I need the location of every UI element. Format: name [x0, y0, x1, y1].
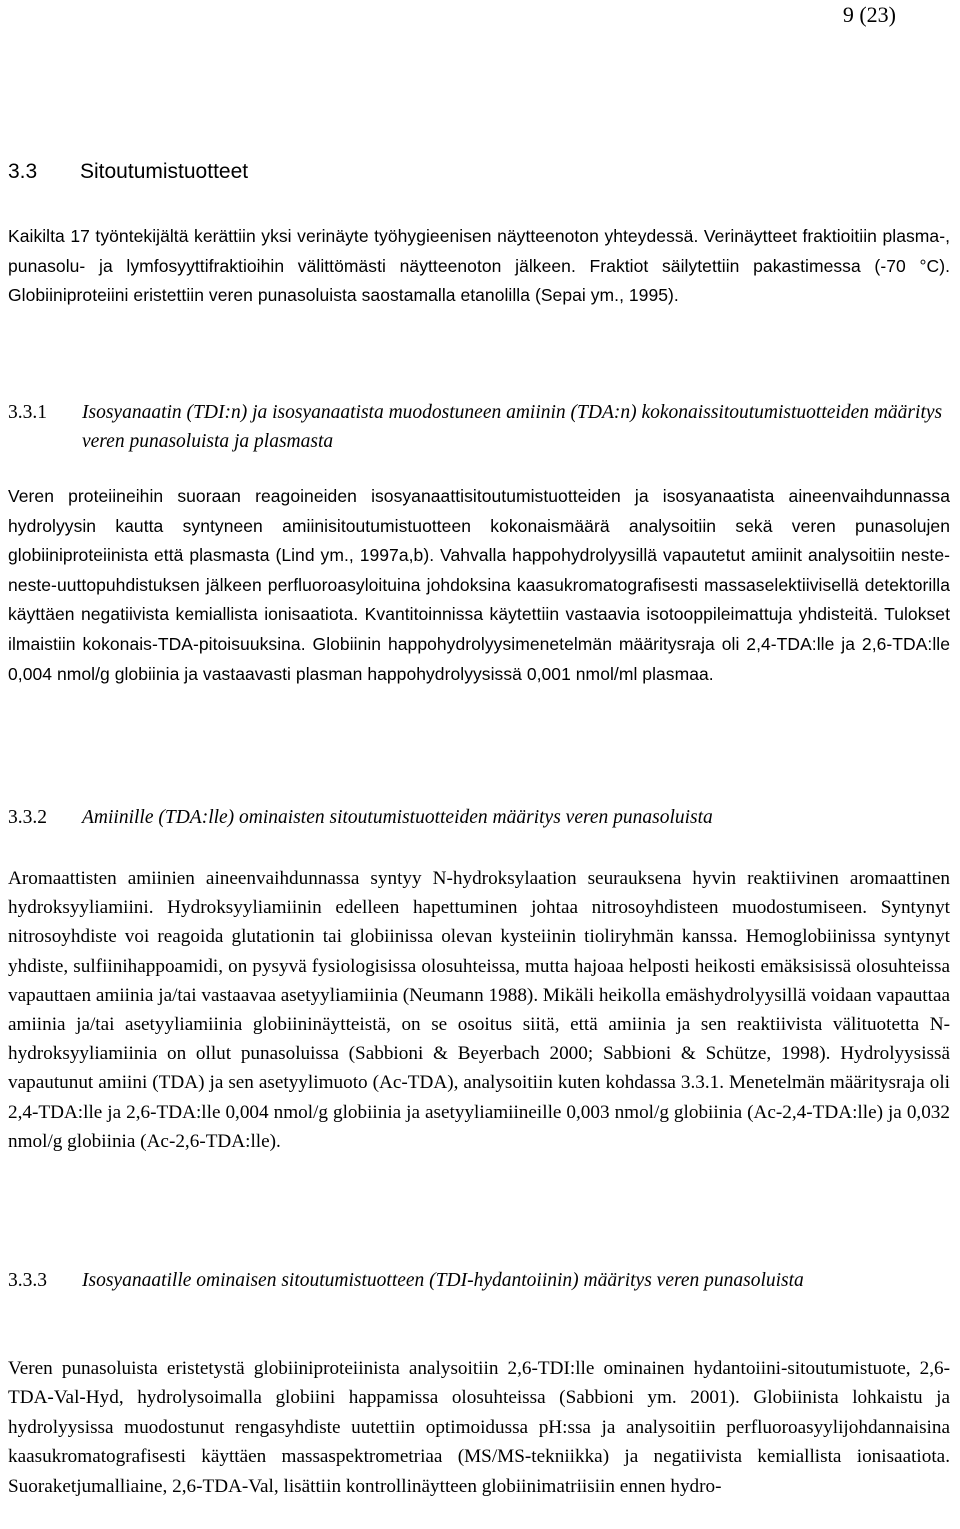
section-heading — [8, 158, 248, 186]
section-title: Sitoutumistuotteet — [80, 160, 249, 183]
subsection-body-3-3-1: Veren proteiineihin suoraan reagoineiden isosyanaattisitoutumistuotteiden ja isosyanaatista aineenvaihdunnassa hydrolyysin kautta syntyneen amiinisitoutumistuotteen kokonaismäärä analysoitiin sekä veren punasolujen globiiniproteiinista että plasmasta (Lind ym., 1997a,b). Vahvalla happohydrolyysillä vapautetut amiinit analysoitiin neste-neste-uuttopuhdistuksen jälkeen perfluoroasyloituina johdoksina kaasukromatografisesti massaselektiivisellä detektorilla käyttäen negatiivista kemiallista ionisaatiota. Kvantitoinnissa käytettiin vastaavia isotooppileimattuja yhdisteitä. Tulokset ilmaistiin kokonais-TDA-pitoisuuksina. Globiinin happohydrolyysimenetelmän määritysraja oli 2,4-TDA:lle ja 2,6-TDA:lle 0,004 nmol/g globiinia ja vastaavasti plasman happohydrolyysissä 0,001 nmol/ml plasmaa. — [8, 486, 950, 684]
page-number: 9 (23) — [842, 2, 896, 27]
section-number: 3.3 — [8, 160, 38, 183]
subsection-number: 3.3.2 — [8, 807, 47, 828]
subsection-body-3-3-2: Aromaattisten amiinien aineenvaihdunnassa syntyy N-hydroksylaation seurauksena hyvin reaktiivinen aromaattinen hydroksyyliamiini. Hydroksyyliamiinin edelleen hapettuminen johtaa nitrosoyhdisteen muodostumiseen. Syntynyt nitrosoyhdiste voi reagoida glutationin tai globiinissa olevan kysteiinin tioliryhmän kanssa. Hemoglobiinissa syntynyt yhdiste, sulfiinihappoamidi, on pysyvä fysiologisissa olosuhteissa, mutta hajoaa helposti heikosti emäksisissä olosuhteissa vapauttaen amiinia ja/tai vastaavaa asetyyliamiinia (Neumann 1988). Mikäli heikolla emäshydrolyysillä voidaan vapauttaa amiinia ja/tai asetyyliamiinia globiininäytteistä, on se osoitus siitä, että amiinia ja sen reaktiivista välituotetta N-hydroksyyliamiinia on ollut punasoluissa (Sabbioni & Beyerbach 2000; Sabbioni & Schütze, 1998). Hydrolyysissä vapautunut amiini (TDA) ja sen asetyylimuoto (Ac-TDA), analysoitiin kuten kohdassa 3.3.1. Menetelmän määritysraja oli 2,4-TDA:lle ja 2,6-TDA:lle 0,004 nmol/g globiinia ja asetyyliamiineille 0,003 nmol/g globiinia (Ac-2,4-TDA:lle) ja 0,032 nmol/g globiinia (Ac-2,6-TDA:lle). — [8, 868, 951, 1152]
subsection-number: 3.3.3 — [8, 1270, 47, 1291]
subsection-title: Isosyanaatille ominaisen sitoutumistuotteen (TDI-hydantoiinin) määritys veren punasoluista — [82, 1270, 804, 1291]
subsection-title: Isosyanaatin (TDI:n) ja isosyanaatista muodostuneen amiinin (TDA:n) kokonaissitoutumistuotteiden määritys veren punasoluista ja plasmasta — [82, 402, 943, 452]
subsection-heading-3-3-3 — [8, 1266, 950, 1295]
subsection-title: Amiinille (TDA:lle) ominaisten sitoutumistuotteiden määritys veren punasoluista — [82, 807, 713, 828]
subsection-heading-3-3-2 — [8, 803, 950, 832]
subsection-number: 3.3.1 — [8, 402, 47, 423]
subsection-heading-3-3-1 — [8, 398, 950, 456]
intro-paragraph: Kaikilta 17 työntekijältä kerättiin yksi verinäyte työhygieenisen näytteenoton yhteydessä. Verinäytteet fraktioitiin plasma-, punasolu- ja lymfosyyttifraktioihin välittömästi näytteenoton jälkeen. Fraktiot säilytettiin pakastimessa (-70 °C). Globiiniproteiini eristettiin veren punasoluista saostamalla etanolilla (Sepai ym., 1995). — [8, 226, 950, 306]
subsection-body-3-3-3: Veren punasoluista eristetystä globiiniproteiinista analysoitiin 2,6-TDI:lle ominainen hydantoiini-sitoutumistuote, 2,6-TDA-Val-Hyd, hydrolysoimalla globiini happamissa olosuhteissa (Sabbioni ym. 2001). Globiinista lohkaistu ja hydrolyysissa muodostunut rengasyhdiste uutettiin optimoidussa pH:ssa ja analysoitiin perfluoroasyylijohdannaisina kaasukromatografisesti käyttäen massaspektrometriaa (MS/MS-tekniikka) ja negatiivista kemiallista ionisaatiota. Suoraketjumalliaine, 2,6-TDA-Val, lisättiin kontrollinäytteen globiinimatriisiin ennen hydro- — [8, 1358, 950, 1497]
